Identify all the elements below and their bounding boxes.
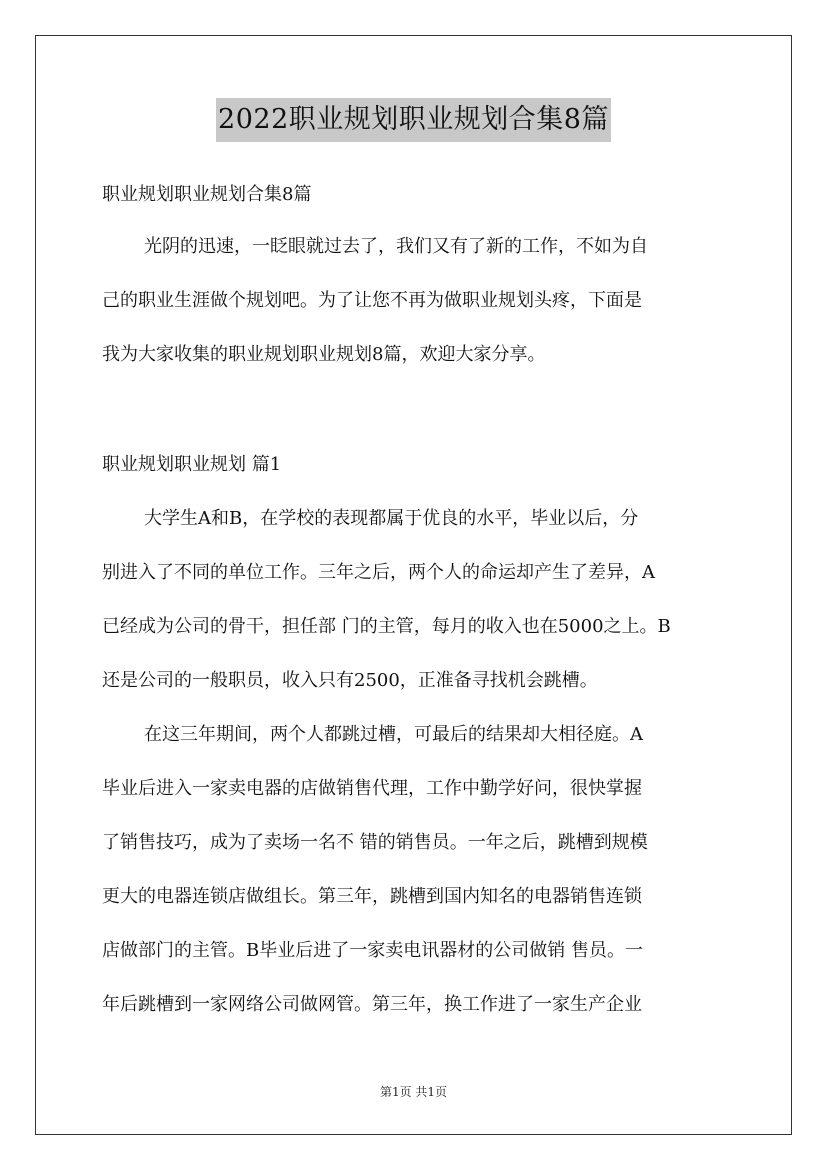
page-footer [0, 1083, 827, 1100]
paragraph-line: 店做部门的主管。B毕业后进了一家卖电讯器材的公司做销 售员。一 [102, 940, 643, 961]
page-number: 第1页 共1页 [379, 1085, 448, 1099]
paragraph-line: 在这三年期间，两个人都跳过槽，可最后的结果却大相径庭。A [144, 724, 643, 745]
paragraph-line: 别进入了不同的单位工作。三年之后，两个人的命运却产生了差异，A [102, 562, 655, 583]
paragraph-line: 了销售技巧，成为了卖场一名不 错的销售员。一年之后，跳槽到规模 [102, 832, 648, 853]
paragraph-line: 还是公司的一般职员，收入只有2500，正准备寻找机会跳槽。 [102, 670, 598, 691]
paragraph-line: 大学生A和B，在学校的表现都属于优良的水平，毕业以后，分 [144, 508, 639, 529]
paragraph-line: 已经成为公司的骨干，担任部 门的主管，每月的收入也在5000之上。B [102, 616, 671, 637]
paragraph-line: 年后跳槽到一家网络公司做网管。第三年，换工作进了一家生产企业 [102, 994, 642, 1015]
intro-line: 光阴的迅速，一眨眼就过去了，我们又有了新的工作，不如为自 [144, 236, 648, 257]
paragraph-line: 毕业后进入一家卖电器的店做销售代理，工作中勤学好问，很快掌握 [102, 778, 642, 799]
intro-line: 我为大家收集的职业规划职业规划8篇，欢迎大家分享。 [102, 344, 546, 365]
subtitle: 职业规划职业规划合集8篇 [102, 184, 312, 205]
intro-line: 己的职业生涯做个规划吧。为了让您不再为做职业规划头疼，下面是 [102, 290, 642, 311]
section-heading: 职业规划职业规划 篇1 [102, 454, 282, 475]
title-text: 2022职业规划职业规划合集8篇 [216, 98, 611, 142]
paragraph-line: 更大的电器连锁店做组长。第三年，跳槽到国内知名的电器销售连锁 [102, 886, 642, 907]
document-title [0, 98, 827, 142]
